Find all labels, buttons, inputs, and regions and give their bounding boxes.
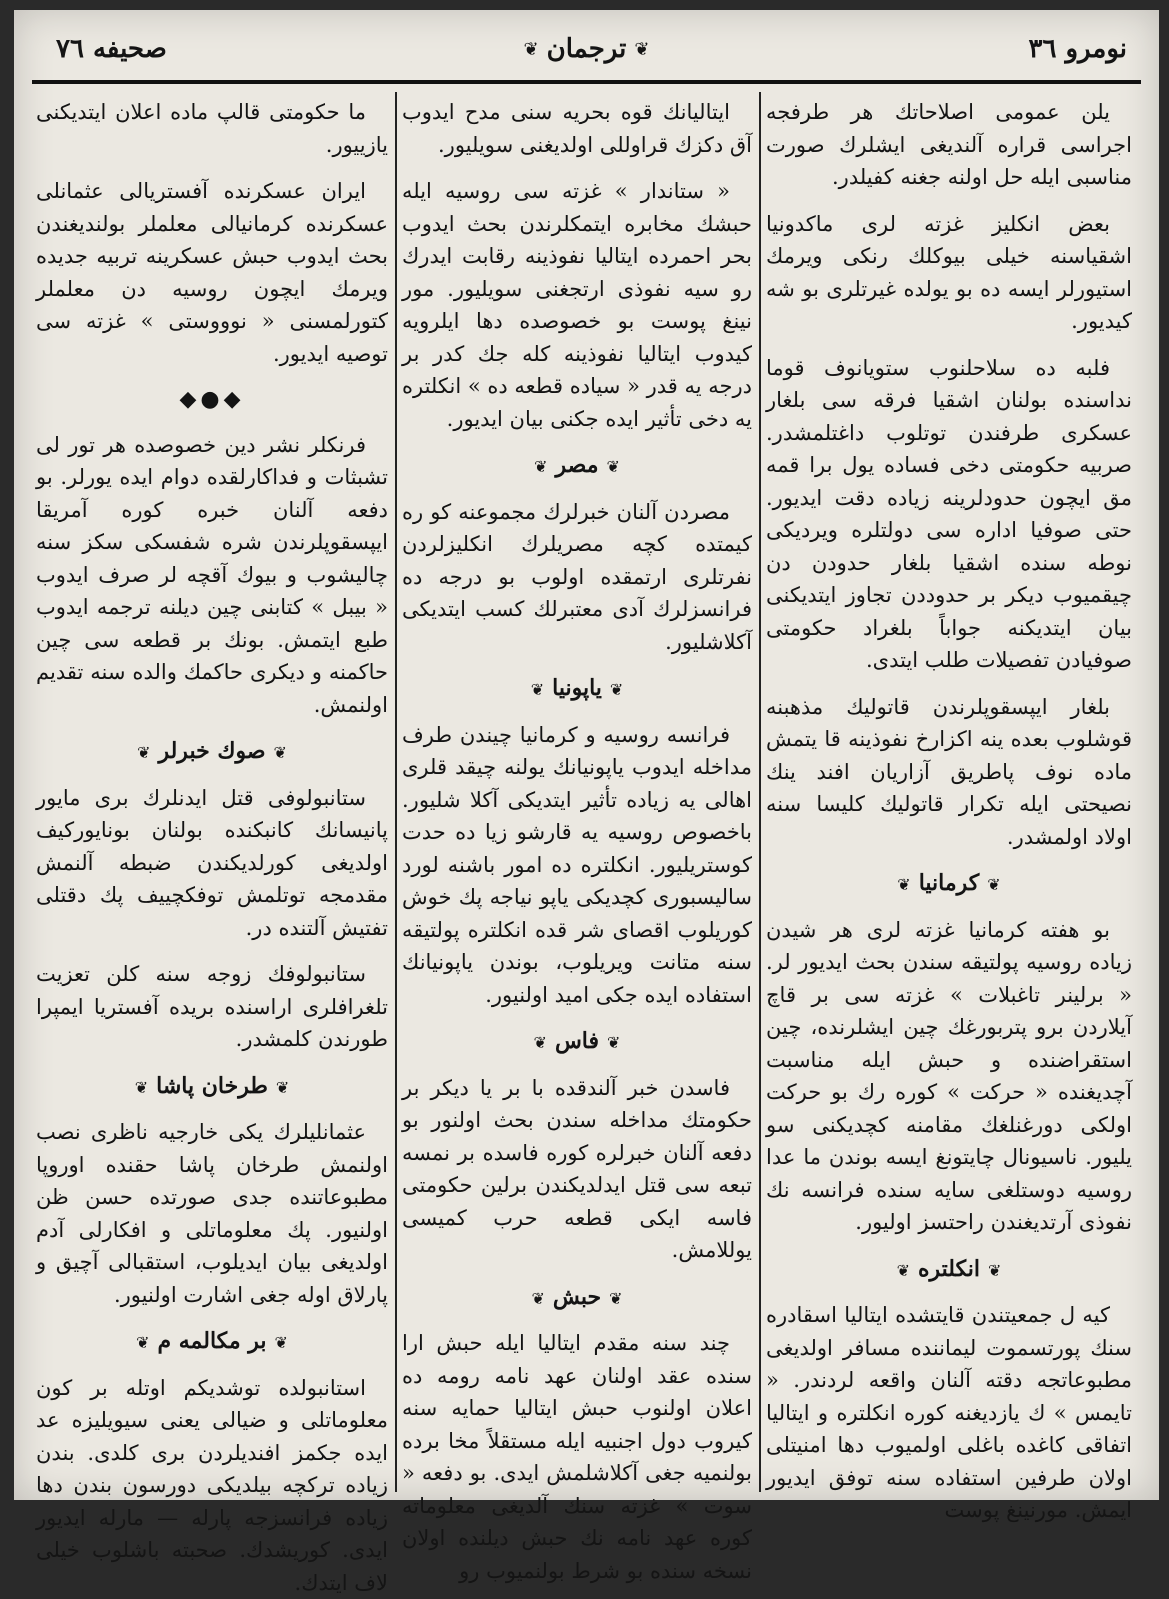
paragraph: بلغار ايپسقوپلرندن قاتوليك مذهبنه قوشلوب بعده ينه اكزارخ نفوذينه قا يتمش ماده نوف پاطريق آزاريان افند ينك نصيحتی ايله تكرار قاتوليك كليسا سنه اولاد اولمشدر.	[766, 691, 1132, 854]
section-heading-japan: ❦ياپونيا❦	[402, 672, 752, 707]
ornament-icon: ❦	[136, 1333, 149, 1352]
ornament-icon: ❦	[987, 875, 1000, 894]
header-rule	[32, 80, 1141, 84]
ornament-icon: ❦	[137, 743, 150, 762]
ornament-icon: ❦	[524, 39, 539, 60]
ornament-icon: ❦	[534, 1033, 547, 1052]
paragraph: كيه ل جمعيتندن قايتشده ايتاليا اسقادره سنك پورتسموت ليماننده مسافر اولديغی مطبوعاتجه دقته آلنان واقعه لردندر. « تايمس » ك يازديغنه كوره انكلتره و ايتاليا اتفاقی كاغده باغلی اولميوب دها امنيتلی اولان طرفين استفاده سنه توفق ايديور ايمش. مورنينغ پوست	[766, 1299, 1132, 1527]
paragraph: يلن عمومی اصلاحاتك هر طرفجه اجراسی قراره آلنديغی ايشلرك صورت مناسبی ايله حل اولنه جغنه كفيلدر.	[766, 96, 1132, 194]
ornament-icon: ❦	[275, 1333, 288, 1352]
ornament-icon: ❦	[607, 457, 620, 476]
section-heading-conversation: ❦بر مكالمه م❦	[36, 1325, 388, 1360]
ornament-icon: ❦	[274, 743, 287, 762]
ornament-icon: ❦	[276, 1078, 289, 1097]
paragraph: چند سنه مقدم ايتاليا ايله حبش ارا سنده عقد اولنان عهد نامه رومه ده اعلان اولنوب حبش ايتاليا حمايه سنه كيروب دول اجنبيه ايله مستقلاً مخا برده بولنميه جغی آكلاشلمش ايدی. بو دفعه « سوت » غزته سنك آلديغی معلوماته كوره عهد نامه نك حبش ديلنده اولان نسخه سنده بو شرط بولنميوب رو	[402, 1327, 752, 1587]
paragraph: « ستاندار » غزته سی روسيه ايله حبشك مخابره ايتمكلرندن بحث ايدوب بحر احمرده ايتاليا نفوذينه رقابت ايدرك رو سيه نفوذی ارتجغنی سويليور. مور نينغ پوست بو خصوصده دها ايلرويه كيدوب ايتاليا نفوذينه كله جك كدر بر درجه يه قدر « سياده قطعه ده » انكلتره يه دخی تأثير ايده جكنی بيان ايديور.	[402, 175, 752, 435]
paragraph: فرانسه روسيه و كرمانيا چيندن طرف مداخله ايدوب ياپونيانك يولنه چيقد قلری اهالی يه زياده تأثير ايتديكی آكلا شليور. باخصوص روسيه يه قارشو زيا ده حدت كوستريليور. انكلتره ده امور باشنه لورد ساليسبوری كچديكی ياپو نياجه پك خوش كوريلوب اقصای شر قده انكلتره پولتيقه سنه متانت ويريلوب، بوندن ياپونيانك استفاده ايده جكی اميد اولنيور.	[402, 719, 752, 1012]
paragraph: ستانبولوفك زوجه سنه كلن تعزيت تلغرافلری اراسنده بريده آفستريا ايمپرا طورندن كلمشدر.	[36, 958, 388, 1056]
paragraph: استانبولده توشديكم اوتله بر كون معلوماتلی و ضيالی يعنی سيويليزه عد ايده جكمز افنديلردن بری كلدی. بندن زياده تركچه بيلديكی دورسون بندن دها زياده فرانسزجه پارله — مارله ايديور ايدی. كوريشدك. صحبته باشلوب خيلی لاف ايتدك.	[36, 1372, 388, 1599]
ornament-icon: ❦	[534, 457, 547, 476]
column-middle	[402, 96, 752, 1486]
column-divider	[395, 92, 397, 1492]
paragraph: عثمانليلرك يكی خارجيه ناظری نصب اولنمش طرخان پاشا حقنده اوروپا مطبوعاتنده جدی صورتده حسن ظن اولنيور. پك معلوماتلی و افكارلی آدم اولديغی بيان ايديلوب، استقبالی آچيق و پارلاق اوله جغی اشارت اولنيور.	[36, 1116, 388, 1311]
page-number: صحيفه ٧٦	[56, 34, 167, 64]
newspaper-page	[14, 10, 1159, 1500]
ornament-icon: ❦	[897, 1261, 910, 1280]
ornament-icon: ❦	[607, 1033, 620, 1052]
column-right	[766, 96, 1132, 1486]
paragraph: ايران عسكرنده آفستريالی عثمانلی عسكرنده كرمانيالی معلملر بولنديغندن بحث ايدوب حبش عسكرينه تربيه جديده ويرمك ايچون روسيه دن معلملر كتورلمسنی « نوووستی » غزته سی توصيه ايديور.	[36, 175, 388, 370]
paragraph: مصردن آلنان خبرلرك مجموعنه كو ره كيمتده كچه مصريلرك انكليزلردن نفرتلری ارتمقده اولوب بو درجه ده فرانسزلرك آدی معتبرلك كسب ايتديكی آكلاشليور.	[402, 496, 752, 659]
ornament-icon: ❦	[531, 1289, 544, 1308]
paragraph: بعض انكليز غزته لری ماكدونيا اشقياسنه خيلی بيوكلك رنكی ويرمك استيورلر ايسه ده بو يولده غيرتلری بو شه كيديور.	[766, 208, 1132, 338]
section-heading-fez: ❦فاس❦	[402, 1025, 752, 1060]
section-heading-latest-news: ❦صوك خبرلر❦	[36, 735, 388, 770]
masthead	[32, 28, 1141, 76]
ornament-icon: ❦	[135, 1078, 148, 1097]
paragraph: ما حكومتی قالپ ماده اعلان ايتديكنی يازييور.	[36, 96, 388, 161]
divider-ornament: ◆●◆	[36, 384, 388, 417]
ornament-icon: ❦	[610, 680, 623, 699]
ornament-icon: ❦	[531, 680, 544, 699]
ornament-icon: ❦	[634, 39, 649, 60]
newspaper-title	[524, 34, 650, 64]
column-divider	[759, 92, 761, 1492]
section-heading-abyssinia: ❦حبش❦	[402, 1281, 752, 1316]
section-heading-germany: ❦كرمانيا❦	[766, 867, 1132, 902]
column-left	[36, 96, 388, 1486]
paragraph: فاسدن خبر آلندقده با بر يا ديكر بر حكومتك مداخله سندن بحث اولنور بو دفعه آلنان خبرلره كوره فاسده بر نمسه تبعه سی قتل ايدلديكندن برلين حكومتی فاسه ايكی قطعه حرب كميسی يوللامش.	[402, 1072, 752, 1267]
ornament-icon: ❦	[609, 1289, 622, 1308]
title-text: ترجمان	[547, 34, 627, 64]
ornament-icon: ❦	[897, 875, 910, 894]
paragraph: فلبه ده سلاحلنوب ستويانوف قوما نداسنده بولنان اشقيا فرقه سی بلغار عسكری طرفندن توتلوب داغتلمشدر. صربيه حكومتی دخی فساده يول برا قمه مق ايچون حدودلرينه زياده دقت ايديور. حتی صوفيا اداره سی دولتلره ويرديكی نوطه سنده اشقيا بلغار حدودن دن چيقميوب ديكر بر حدوددن تجاوز ايتديكنی بيان ايتديكنه جواباً بلغراد حكومتی صوفيادن تفصيلات طلب ايتدی.	[766, 352, 1132, 677]
section-heading-egypt: ❦مصر❦	[402, 449, 752, 484]
paragraph: ايتاليانك قوه بحريه سنی مدح ايدوب آق دكزك قراوللی اولديغنی سويليور.	[402, 96, 752, 161]
issue-number: نومرو ٣٦	[1029, 34, 1128, 64]
ornament-icon: ❦	[988, 1261, 1001, 1280]
paragraph: فرنكلر نشر دين خصوصده هر تور لی تشبثات و فداكارلقده دوام ايده يورلر. بو دفعه آلنان خبره كوره آمريقا ايپسقوپلرندن شره شفسكی سكز سنه چاليشوب و بيوك آقچه لر صرف ايدوب « بيبل » كتابنی چين ديلنه ترجمه ايدوب طبع ايتمش. بونك بر قطعه سی چين حاكمنه و ديكری حاكمك والده سنه تقديم اولنمش.	[36, 429, 388, 722]
paragraph: ستانبولوفی قتل ايدنلرك بری مايور پانيسانك كانبكنده بولنان بونايوركيف اولديغی كورلديكندن ضبطه آلنمش مقدمجه توتلمش توفكچييف پك دقتلی تفتيش آلتنده در.	[36, 782, 388, 945]
section-heading-england: ❦انكلتره❦	[766, 1253, 1132, 1288]
section-heading-tarkhan-pasha: ❦طرخان پاشا❦	[36, 1070, 388, 1105]
paragraph: بو هفته كرمانيا غزته لری هر شيدن زياده روسيه پولتيقه سندن بحث ايديور لر. « برلينر تاغبلات » غزته سی بر قاچ آيلاردن برو پتربورغك چين ايشلرنده، چين استقراضنده و حبش ايله مناسبت آچديغنده « حركت » كوره رك بو حركت اولكی دورغنلغك مقامنه كچديكنی سو يليور. ناسيونال چايتونغ ايسه بوندن ما عدا روسيه دوستلغی سايه سنده فرانسه نك نفوذی آرتديغندن راحتسز اوليور.	[766, 914, 1132, 1239]
